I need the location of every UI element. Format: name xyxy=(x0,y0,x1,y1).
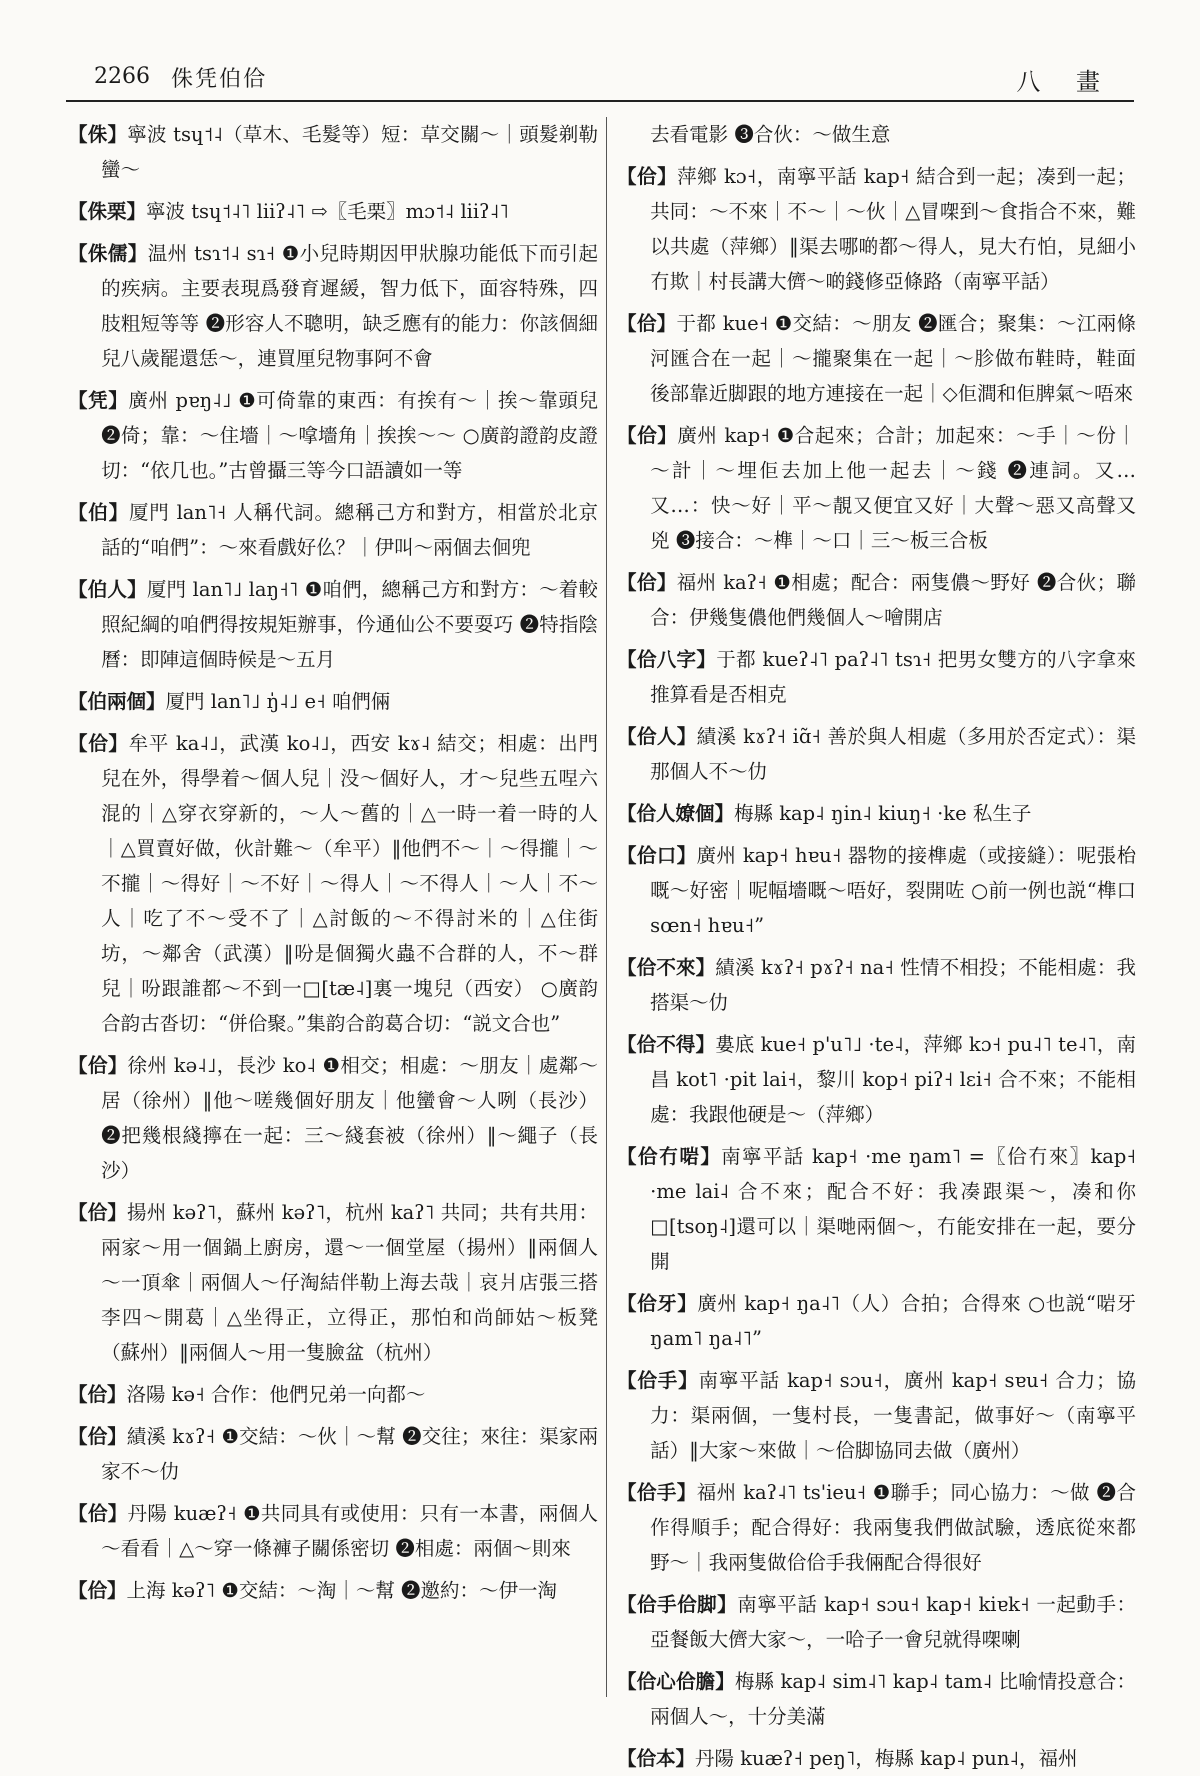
entry-text: 萍鄉 kɔ˧，南寧平話 kap˧ 結合到一起；凑到一起；共同：～不來｜不～｜～伙｜△冒㗎到～食指合不來，難以共處（萍鄉）‖渠去哪啲都～得人，見大冇怕，見細小冇欺｜村長講大儕～啲錢修亞條路（南寧平話） xyxy=(650,165,1136,293)
entry-text: 廣州 kap˧ hɐu˧ 器物的接榫處（或接縫）：呢張枱嘅～好密｜呢幅墻嘅～唔好，裂開咗 ○前一例也説“榫口 sœn˧ hɐu˧” xyxy=(650,844,1136,937)
dictionary-entry xyxy=(617,306,1136,411)
entry-headword: 【佮】 xyxy=(68,1502,128,1525)
dictionary-entry xyxy=(68,383,598,488)
entry-text: 績溪 kɤʔ˧ ❶交結：～伙｜～幫 ❷交往；來往：渠家兩家不～仂 xyxy=(101,1425,598,1483)
entry-headword: 【佮人】 xyxy=(617,725,697,748)
entry-text: 洛陽 kə˧ 合作：他們兄弟一向都～ xyxy=(126,1383,426,1406)
entry-headword: 【佮】 xyxy=(68,1425,127,1448)
entry-text: 上海 kəʔ˥ ❶交結：～淘｜～幫 ❷邀約：～伊一淘 xyxy=(126,1579,558,1602)
dictionary-entry xyxy=(617,1475,1136,1580)
entry-headword: 【佮手】 xyxy=(617,1481,697,1504)
left-column xyxy=(68,117,598,1697)
dictionary-entry xyxy=(68,236,598,376)
entry-headword: 【佮】 xyxy=(617,312,677,335)
entry-text: 績溪 kɤʔ˧ iɑ̃˧ 善於與人相處（多用於否定式）：渠那個人不～仂 xyxy=(650,725,1136,783)
entry-text: 南寧平話 kap˧ ·me ŋam˥ =〖佮冇來〗kap˧ ·me lai˨ 合不來；配合不好：我凑跟渠～，凑和你□[tsoŋ˨]還可以｜渠哋兩個～，冇能安排在一起，要分開 xyxy=(650,1145,1136,1273)
dictionary-entry xyxy=(617,1587,1136,1657)
entry-headword: 【侏栗】 xyxy=(68,200,147,223)
entry-text: 福州 kaʔ˧ ❶相處；配合：兩隻儂～野好 ❷合伙；聯合：伊幾隻儂他們幾個人～噲開店 xyxy=(650,571,1136,629)
dictionary-entry xyxy=(617,719,1136,789)
dictionary-entry xyxy=(68,194,598,229)
entry-text: 厦門 lan˥˩ ŋ̍˨˩ e˧ 咱們倆 xyxy=(165,690,391,713)
entry-text: 梅縣 kap˨ sim˨˥ kap˨ tam˨ 比喻情投意合：兩個人～，十分美滿 xyxy=(650,1670,1136,1728)
entry-text: 于都 kue˧ ❶交結：～朋友 ❷匯合；聚集：～江兩條河匯合在一起｜～攏聚集在一起｜～胗做布鞋時，鞋面後部靠近脚跟的地方連接在一起｜◇佢澗和佢脾氣～唔來 xyxy=(650,312,1136,405)
entry-headword: 【佮】 xyxy=(68,1579,127,1602)
dictionary-entry xyxy=(68,117,598,187)
entry-headword: 【佮】 xyxy=(68,1054,128,1077)
entry-headword: 【侏】 xyxy=(68,123,128,146)
dictionary-entry xyxy=(617,159,1136,299)
entry-headword: 【佮】 xyxy=(617,165,678,188)
entry-text: 寧波 tsɥ˦˨（草木、毛髮等）短：草交關～｜頭髮剃勒蠻～ xyxy=(101,123,598,181)
entry-headword: 【佮】 xyxy=(68,732,129,755)
entry-headword: 【佮牙】 xyxy=(617,1292,698,1315)
entry-headword: 【佮八字】 xyxy=(617,648,717,671)
entry-text: 丹陽 kuæʔ˧ peŋ˥，梅縣 kap˨ pun˨，福州 xyxy=(695,1747,1078,1770)
dictionary-entry xyxy=(68,495,598,565)
dictionary-entry xyxy=(68,1377,598,1412)
entry-headword: 【凭】 xyxy=(68,389,129,412)
entry-text: 廣州 kap˧ ❶合起來；合計；加起來：～手｜～份｜～計｜～埋佢去加上他一起去｜～錢 ❷連詞。又…又…：快～好｜平～靚又便宜又好｜大聲～惡又高聲又兇 ❸接合：～榫｜～口｜三～板三合板 xyxy=(650,424,1136,552)
dictionary-entry xyxy=(68,684,598,719)
dictionary-entry xyxy=(68,726,598,1041)
entry-text: 梅縣 kap˨ ŋin˨ kiuŋ˧ ·ke 私生子 xyxy=(734,802,1032,825)
entry-text: 牟平 ka˨˩，武漢 ko˨˩，西安 kɤ˨ 結交；相處：出門兒在外，得學着～個人兒｜没～個好人，才～兒些五㖏六混的｜△穿衣穿新的，～人～舊的｜△一時一着一時的人｜△買賣好做，伙計難～（牟平）‖他們不～｜～得攏｜～不攏｜～得好｜～不好｜～得人｜～不得人｜～人｜不～人｜吃了不～受不了｜△討飯的～不得討米的｜△住街坊，～鄰舍（武漢）‖吩是個獨火蟲不合群的人，不～群兒｜吩跟誰都～不到一□[tæ˨]裏一塊兒（西安） ○廣韵合韵古沓切：“併佮聚。”集韵合韵葛合切：“説文合也” xyxy=(101,732,598,1035)
entry-text: 婁底 kue˧ p'u˥˩ ·te˨，萍鄉 kɔ˧ pu˨˥ te˨˥，南昌 kot˥ ·pit lai˧，黎川 kop˧ piʔ˧ lɛi˧ 合不來；不能相處：我跟他硬是～（萍鄉） xyxy=(650,1033,1136,1126)
entry-headword: 【佮手佮脚】 xyxy=(617,1593,738,1616)
dictionary-entry xyxy=(617,642,1136,712)
dictionary-entry xyxy=(617,1139,1136,1279)
entry-headword: 【伯】 xyxy=(68,501,129,524)
entry-headword: 【伯兩個】 xyxy=(68,690,166,713)
entry-text: 去看電影 ❸合伙：～做生意 xyxy=(650,123,891,146)
entry-headword: 【佮不得】 xyxy=(617,1033,716,1056)
dictionary-entry-continued xyxy=(617,117,1136,152)
column-divider xyxy=(606,117,607,1697)
right-column xyxy=(617,117,1136,1770)
entry-text: 揚州 kəʔ˥，蘇州 kəʔ˥，杭州 kaʔ˥ 共同；共有共用：兩家～用一個鍋上廚房，還～一個堂屋（揚州）‖兩個人～一頂傘｜兩個人～仔淘結伴勒上海去哉｜哀爿店張三搭李四～開葛｜△坐得正，立得正，那怕和尚師姑～板凳（蘇州）‖兩個人～用一隻臉盆（杭州） xyxy=(101,1201,598,1364)
entry-headword: 【佮】 xyxy=(617,424,678,447)
header-characters: 侏凭伯佮 xyxy=(171,67,268,92)
entry-headword: 【佮心佮膽】 xyxy=(617,1670,735,1693)
entry-headword: 【佮不來】 xyxy=(617,956,716,979)
dictionary-entry xyxy=(617,1286,1136,1356)
entry-text: 温州 tsɿ˦˨ sɿ˧ ❶小兒時期因甲狀腺功能低下而引起的疾病。主要表現爲發育遲緩，智力低下，面容特殊，四肢粗短等等 ❷形容人不聰明，缺乏應有的能力：你該個細兒八歲罷還恁～，連買厘兒物事阿不會 xyxy=(101,242,598,370)
entry-text: 厦門 lan˥˧ 人稱代詞。總稱己方和對方，相當於北京話的“咱們”：～來看戲好仫？｜伊叫～兩個去佪兜 xyxy=(101,501,598,559)
dictionary-entry xyxy=(617,796,1136,831)
dictionary-entry xyxy=(617,1363,1136,1468)
entry-text: 福州 kaʔ˨˥ ts'ieu˧ ❶聯手；同心協力：～做 ❷合作得順手；配合得好：我兩隻我們做試驗，透底從來都野～｜我兩隻做佮佮手我倆配合得很好 xyxy=(650,1481,1136,1574)
page-header xyxy=(66,58,1134,100)
dictionary-entry xyxy=(617,1664,1136,1734)
entry-text: 寧波 tsɥ˦˨˥ liiʔ˨˥ ⇨〖毛栗〗mɔ˦˨ liiʔ˨˥ xyxy=(146,200,509,223)
dictionary-entry xyxy=(617,418,1136,558)
dictionary-entry xyxy=(617,565,1136,635)
entry-text: 厦門 lan˥˩ laŋ˧˥ ❶咱們，總稱己方和對方：～着較照紀綱的咱們得按規矩辦事，仱通仙公不要耍巧 ❷特指陰曆：即陣這個時候是～五月 xyxy=(101,578,598,671)
dictionary-entry xyxy=(617,1027,1136,1132)
entry-text: 績溪 kɤʔ˧ pɤʔ˧ na˧ 性情不相投；不能相處：我搭渠～仂 xyxy=(650,956,1136,1014)
dictionary-entry xyxy=(68,572,598,677)
dictionary-entry xyxy=(68,1419,598,1489)
dictionary-entry xyxy=(68,1195,598,1370)
dictionary-entry xyxy=(68,1496,598,1566)
entry-text: 廣州 kap˧ ŋa˨˥（人）合拍；合得來 ○也説“啱牙 ŋam˥ ŋa˨˥” xyxy=(650,1292,1136,1350)
entry-text: 徐州 kə˨˩，長沙 ko˨ ❶相交；相處：～朋友｜處鄰～居（徐州）‖他～嗟幾個好朋友｜他蠻會～人咧（長沙） ❷把幾根綫擰在一起：三～綫套被（徐州）‖～繩子（長沙） xyxy=(101,1054,598,1182)
entry-headword: 【佮】 xyxy=(617,571,677,594)
entry-text: 南寧平話 kap˧ sɔu˧，廣州 kap˧ sɐu˧ 合力；協力：渠兩個，一隻村長，一隻書記，做事好～（南寧平話）‖大家～來做｜～佮脚協同去做（廣州） xyxy=(650,1369,1136,1462)
entry-headword: 【佮人嫽個】 xyxy=(617,802,735,825)
entry-headword: 【佮】 xyxy=(68,1383,127,1406)
dictionary-entry xyxy=(617,838,1136,943)
dictionary-entry xyxy=(617,950,1136,1020)
entry-text: 于都 kueʔ˨˥ paʔ˨˥ tsɿ˧ 把男女雙方的八字拿來推算看是否相克 xyxy=(650,648,1136,706)
dictionary-entry xyxy=(68,1048,598,1188)
entry-headword: 【伯人】 xyxy=(68,578,147,601)
entry-headword: 【佮】 xyxy=(68,1201,128,1224)
entry-headword: 【侏儒】 xyxy=(68,242,148,265)
entry-headword: 【佮口】 xyxy=(617,844,697,867)
page-number: 2266 xyxy=(94,64,150,89)
entry-headword: 【佮手】 xyxy=(617,1369,699,1392)
entry-text: 南寧平話 kap˧ sɔu˧ kap˧ kiɐk˧ 一起動手：亞餐飯大儕大家～，一哈子一會兒就得㗎喇 xyxy=(650,1593,1136,1651)
entry-headword: 【佮本】 xyxy=(617,1747,696,1770)
header-rule xyxy=(66,100,1134,102)
entry-text: 廣州 pɐŋ˨˩ ❶可倚靠的東西：有挨有～｜挨～靠頭兒 ❷倚；靠：～住墻｜～嗱墻角｜挨挨～～ ○廣韵證韵皮證切：“依几也。”古曾攝三等今口語讀如一等 xyxy=(101,389,598,482)
radical-section-label: 八 畫 xyxy=(1016,68,1114,96)
entry-headword: 【佮冇啱】 xyxy=(617,1145,722,1168)
dictionary-entry xyxy=(68,1573,598,1608)
dictionary-entry xyxy=(617,1741,1136,1776)
entry-text: 丹陽 kuæʔ˧ ❶共同具有或使用：只有一本書，兩個人～看看｜△～穿一條褲子關係密切 ❷相處：兩個～則來 xyxy=(101,1502,598,1560)
